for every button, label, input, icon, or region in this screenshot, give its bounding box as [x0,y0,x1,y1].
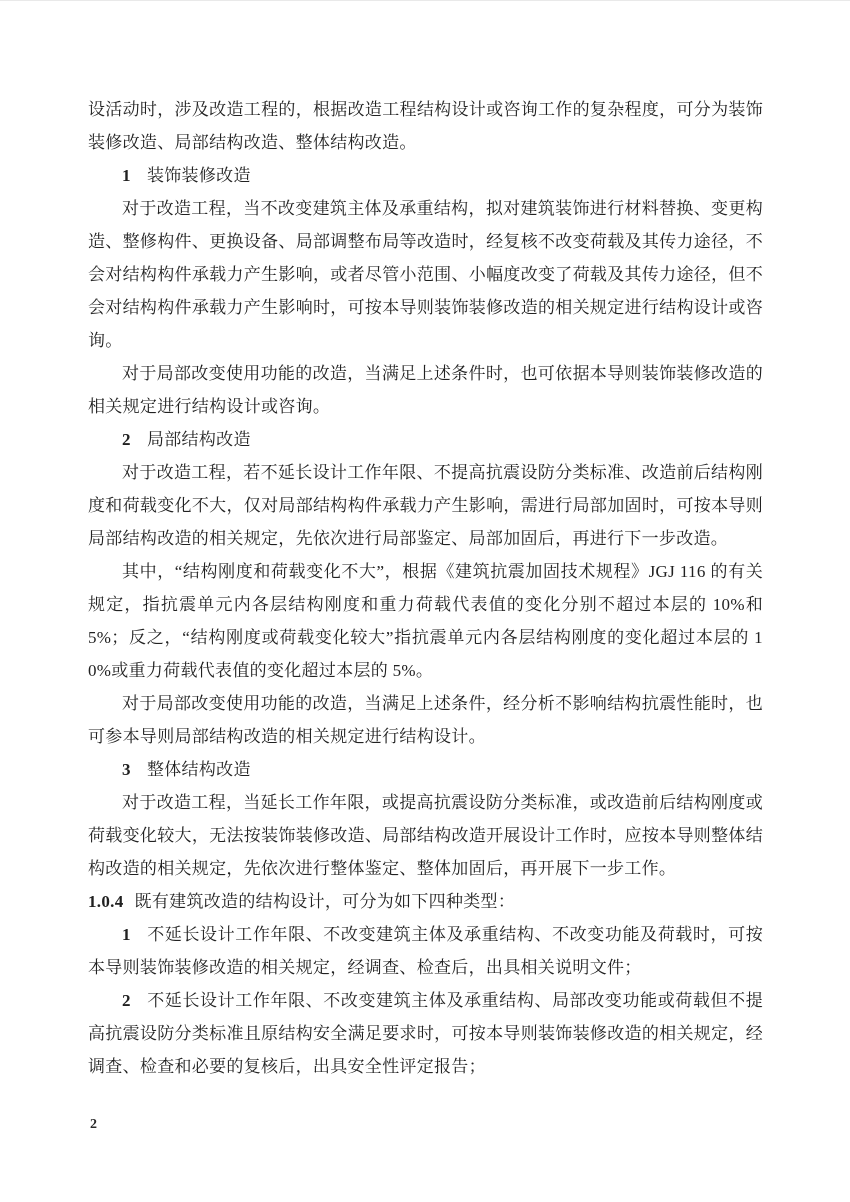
paragraph-body [88,687,763,753]
paragraph-continuation [88,93,763,159]
paragraph-number: 3 [122,760,131,779]
paragraph-subheading [88,753,763,786]
paragraph-text: 既有建筑改造的结构设计，可分为如下四种类型： [134,892,516,911]
paragraph-text: 对于局部改变使用功能的改造，当满足上述条件，经分析不影响结构抗震性能时，也可参本导则局部结构改造的相关规定进行结构设计。 [88,694,763,746]
paragraph-text: 设活动时，涉及改造工程的，根据改造工程结构设计或咨询工作的复杂程度，可分为装饰装修改造、局部结构改造、整体结构改造。 [88,100,763,152]
paragraph-list-item [88,918,763,984]
paragraph-number: 1.0.4 [88,892,124,911]
paragraph-list-item [88,984,763,1083]
paragraph-text: 其中，“结构刚度和荷载变化不大”，根据《建筑抗震加固技术规程》JGJ 116 的有关规定，指抗震单元内各层结构刚度和重力荷载代表值的变化分别不超过本层的 10%和 5%；反之，“结构刚度或荷载变化较大”指抗震单元内各层结构刚度的变化超过本层的 10%或重力荷载代表值的变化超过本层的 5%。 [88,562,763,680]
paragraph-number: 1 [122,925,131,944]
paragraph-subheading [88,159,763,192]
paragraph-subheading [88,423,763,456]
paragraph-number: 2 [122,991,131,1010]
paragraph-number: 1 [122,166,131,185]
paragraph-body [88,786,763,885]
paragraph-text: 不延长设计工作年限、不改变建筑主体及承重结构、不改变功能及荷载时，可按本导则装饰装修改造的相关规定，经调查、检查后，出具相关说明文件； [88,925,763,977]
paragraph-text: 整体结构改造 [146,760,251,779]
paragraph-text: 对于改造工程，当延长工作年限，或提高抗震设防分类标准，或改造前后结构刚度或荷载变化较大，无法按装饰装修改造、局部结构改造开展设计工作时，应按本导则整体结构改造的相关规定，先依次进行整体鉴定、整体加固后，再开展下一步工作。 [88,793,763,878]
paragraph-body [88,456,763,555]
paragraph-text: 装饰装修改造 [146,166,251,185]
paragraph-body [88,357,763,423]
paragraph-text: 对于改造工程，若不延长设计工作年限、不提高抗震设防分类标准、改造前后结构刚度和荷载变化不大，仅对局部结构构件承载力产生影响，需进行局部加固时，可按本导则局部结构改造的相关规定，先依次进行局部鉴定、局部加固后，再进行下一步改造。 [88,463,763,548]
paragraph-clause [88,885,763,918]
paragraph-text: 不延长设计工作年限、不改变建筑主体及承重结构、局部改变功能或荷载但不提高抗震设防分类标准且原结构安全满足要求时，可按本导则装饰装修改造的相关规定，经调查、检查和必要的复核后，出具安全性评定报告； [88,991,763,1076]
paragraph-number: 2 [122,430,131,449]
paragraph-text: 对于局部改变使用功能的改造，当满足上述条件时，也可依据本导则装饰装修改造的相关规定进行结构设计或咨询。 [88,364,763,416]
page-number: 2 [90,1117,97,1132]
paragraph-text: 局部结构改造 [146,430,251,449]
document-page [0,1,850,1202]
paragraph-body [88,192,763,357]
paragraph-body [88,555,763,687]
paragraph-text: 对于改造工程，当不改变建筑主体及承重结构，拟对建筑装饰进行材料替换、变更构造、整修构件、更换设备、局部调整布局等改造时，经复核不改变荷载及其传力途径，不会对结构构件承载力产生影响，或者尽管小范围、小幅度改变了荷载及其传力途径，但不会对结构构件承载力产生影响时，可按本导则装饰装修改造的相关规定进行结构设计或咨询。 [88,199,763,350]
document-content [88,93,763,1083]
